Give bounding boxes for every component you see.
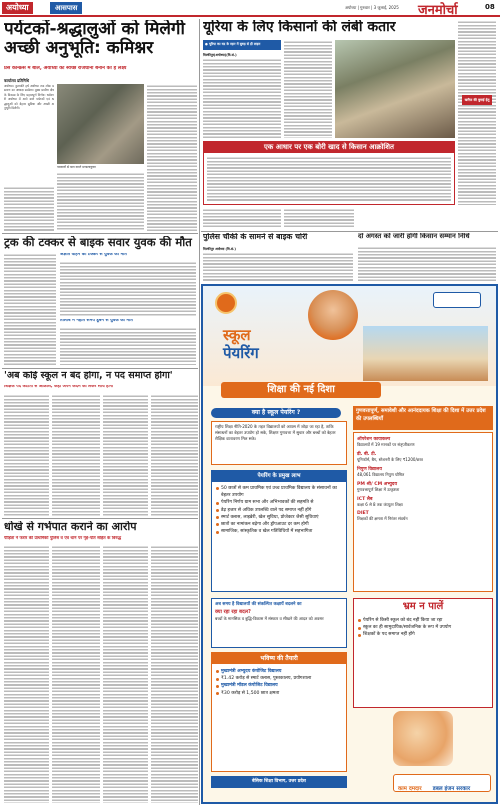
story6-body-col2 (52, 394, 100, 516)
ad-footer-left-title: अब समय है विद्यालयों की संकल्पित कक्षायें बदलने का (215, 602, 302, 607)
ad-achievement (357, 511, 489, 522)
story6-body-col3 (103, 394, 148, 516)
ad-portrait-image (308, 290, 358, 340)
story1-body-col3 (147, 84, 197, 231)
ad-feature-item: डेढ़ हजार से अधिक उपलब्धि वाले पद समाप्त नहीं होंगे (215, 507, 343, 514)
story1-photo-caption: पत्रकारों से बात करते मण्डलायुक्त (57, 165, 96, 169)
section-tag-secondary: आसपास (50, 2, 82, 14)
ad-achievements-list (353, 432, 493, 592)
ad-achievement-head: ICT लैब (357, 497, 373, 502)
ad-title-top: स्कूल (223, 326, 251, 344)
ad-achievement-head: PM श्री/ CM अभ्युदय (357, 482, 397, 487)
story2-body-col4 (203, 208, 281, 228)
ad-achievement (357, 436, 489, 448)
story4-headline: पुलिस चौकी के सामने से बाइक चोरी (203, 233, 308, 241)
ad-myth-title: भ्रम न पालें (402, 601, 444, 612)
story2-inset-label: खरीफ की बुवाई हेतु (462, 95, 492, 105)
page-number: 08 (485, 3, 495, 11)
story7-body-col4 (151, 545, 198, 803)
ad-future-item: मुख्यमंत्री अभ्युदय कंपोजिट विद्यालय (215, 668, 343, 675)
ad-children-illustration (393, 711, 453, 766)
ad-achievement-text: यूनिफॉर्म, बैग, स्टेशनरी के लिए ₹1200/छात्र (357, 457, 423, 462)
ad-achievement-text: 48,061 विद्यालय निपुण घोषित (357, 472, 405, 477)
story1-body-col1 (4, 186, 54, 231)
story1-headline: पर्यटकों-श्रद्धालुओं को मिलेगी अच्छी अनुभूति: कमिश्नर (4, 20, 185, 58)
story1-lead: अयोध्या। कुलपति हर्ष अयोध्या तक लोक प्रसारण का अध्यक्ष सम्मेलन मुख्य ग्रामीण क्षेत्र के विकास के लिए महत्वपूर्ण निर्णय। धर्मनगरी अयोध्या में आने वाले पर्यटकों एवं श्रद्धालुओं को बेहतर सुविधा और अच्छी अनुभूति मिलेगी। (4, 84, 54, 111)
ad-badge (393, 774, 491, 792)
ad-future-item: मुख्यमंत्री मॉडल कंपोजिट विद्यालय (215, 682, 343, 689)
ad-feature-item: सामाजिक, सांस्कृतिक व खेल गतिविधियों में सहभागिता (215, 528, 343, 535)
story6-body-col1 (4, 394, 49, 516)
ad-bottom-note: बेसिक शिक्षा विभाग, उत्तर प्रदेश (211, 776, 347, 788)
ad-question-heading: क्या है स्कूल पेयरिंग ? (211, 408, 341, 418)
newspaper-brand: जनमोर्चा (418, 3, 458, 18)
ad-achievement-head: डी. बी. टी. (357, 452, 377, 457)
story7-body-col3 (103, 545, 148, 803)
story4-byline: मिल्कीपुर अयोध्या (वि.सं.) (203, 247, 236, 251)
ad-myth-box (353, 598, 493, 708)
ad-achievement (357, 481, 489, 493)
ad-feature-item: पेयरिंग निर्णय ग्राम सभा और अभिभावकों की सहमति से (215, 499, 343, 506)
story2-photo (335, 40, 455, 138)
ad-title: पेयरिंग (223, 344, 259, 362)
ad-emblem-icon (215, 292, 237, 314)
ad-feature-item: 50 छात्रों से कम प्राथमिक एवं उच्च प्राथमिक विद्यालय के संसाधनों का बेहतर उपयोग (215, 485, 343, 499)
ad-right-title: गुणवत्तापूर्ण, समावेशी और आनंददायक शिक्षा की दिशा में उत्तर प्रदेश की उपलब्धियाँ (353, 406, 493, 430)
ad-future-item: ₹30 करोड़ से 1,500 छात्र क्षमता (215, 690, 343, 697)
ad-future-title: भविष्य की तैयारी (212, 653, 346, 664)
ad-school-image (363, 326, 488, 381)
ad-features-title: पेयरिंग के प्रमुख लाभ (212, 471, 346, 482)
section-tag: अयोध्या (2, 2, 33, 14)
story5-headline: दो अगस्त को जारी होगी किसान सम्मान निधि (358, 233, 470, 240)
story1-subhead: प्रेस कॉन्फ्रेंस में बोले, अयोध्या को स्वच्छ राजधानी बनाने का है लक्ष्य (4, 66, 127, 71)
story7-body-col1 (4, 545, 49, 803)
ad-achievement (357, 451, 489, 463)
story2-byline: मिल्कीपुर(अयोध्या)(वि.सं.) (203, 53, 237, 57)
story1-byline: कार्यालय प्रतिनिधि (4, 78, 29, 83)
ad-banner: शिक्षा की नई दिशा (221, 382, 381, 398)
ad-logo-icon (433, 292, 481, 308)
ad-feature-item: स्मार्ट क्लास, लाइब्रेरी, खेल सुविधा, प्रोजेक्टर जैसी सुविधाएं (215, 514, 343, 521)
ad-achievement-head: DIET (357, 511, 369, 516)
story3-body-col1 (4, 253, 56, 365)
masthead (0, 0, 500, 17)
story3-body-col2 (60, 261, 196, 317)
ad-myth-item: पेयरिंग से किसी स्कूल को बंद नहीं किया जा रहा (357, 617, 489, 624)
story2-body-col2 (284, 40, 332, 138)
story2-body-col3 (458, 20, 496, 205)
ad-achievement-text: विद्यालयों में 19 मानकों पर संतृप्तीकरण (357, 442, 415, 447)
ad-footer-text: बच्चों के मानसिक व बुद्धि-विकास में संस्कार व सीखने की आदत को अवसर (215, 616, 324, 621)
ad-achievement (357, 496, 489, 508)
story2-headline: यूरिया के लिए किसानों की लंबी कतार (203, 20, 396, 35)
ad-badge-text: काम दमदार (398, 786, 422, 792)
story2-callout (203, 141, 455, 205)
story6-headline: 'अब कोई स्कूल न बंद होगा, न पद समाप्त होगा' (4, 371, 173, 381)
ad-myth-item: स्कूल का ही सामुदायिक/सार्वजनिक के रूप में उपयोग (357, 624, 489, 631)
ad-achievement-head: निपुण विद्यालय (357, 467, 382, 472)
ad-title-block (223, 326, 303, 382)
ad-achievement-text: गुणवत्तापूर्ण शिक्षा में उत्कृष्टता (357, 487, 400, 492)
ad-myth-item: शिक्षकों के पद समाप्त नहीं होंगे (357, 631, 489, 638)
story3-headline: ट्रक की टक्कर से बाइक सवार युवक की मौत (4, 236, 192, 249)
dateline: अयोध्या | गुरुवार | 3 जुलाई, 2025 (345, 5, 399, 10)
story2-body-col5 (284, 208, 354, 228)
story2-callout-title: एक आधार पर एक बोरी खाद से किसान आक्रोशित (204, 142, 454, 153)
story6-body-col4 (151, 394, 198, 516)
story6-subhead: शिक्षक पद कटौती से आक्रोश, कहा अपने कदम का लेकर सीधे होगा (4, 385, 114, 389)
story3-subhead: अज्ञात वाहन की टक्कर से युवक की मौत (60, 253, 127, 257)
story1-photo (57, 84, 144, 164)
ad-achievement (357, 466, 489, 478)
ad-features-box (211, 470, 347, 592)
ad-footer-question: क्या रहा रहा बदल? (215, 609, 251, 615)
story3-subhead2: तालाब में नहाते समय डूबने से युवक की मौत (60, 319, 133, 323)
ad-achievement-text: शिक्षकों की क्षमता में निरंतर संवर्धन (357, 516, 408, 521)
ad-achievement-head: ऑपरेशन कायाकल्प (357, 437, 391, 442)
ad-footer-left (211, 598, 347, 648)
story4-body (203, 252, 353, 282)
story7-body-col2 (52, 545, 100, 803)
story1-body-col2 (57, 172, 144, 231)
ad-achievement-text: कक्षा 6 से 8 तक कंप्यूटर शिक्षा (357, 502, 403, 507)
ad-future-box (211, 652, 347, 772)
ad-question-text: राष्ट्रीय शिक्षा नीति-2020 के तहत विद्यालयों को आपस में जोड़ा जा रहा है, ताकि संसाधनों का बेहतर उपयोग हो सके, शिक्षण गुणवत्ता में सुधार और बच्चों को बेहतर शैक्षिक वातावरण मिल सके। (211, 421, 347, 465)
story7-subhead: पीड़िता ने फरार की प्राथमिकी पुलिस व एवं थाने पर गृहे-पति सहित के विरुद्ध (4, 536, 122, 540)
story5-body (358, 246, 496, 282)
school-pairing-advertisement (201, 284, 498, 804)
story7-headline: धोखे से गर्भपात कराने का आरोप (4, 521, 137, 533)
ad-future-item: ₹1.42 करोड़ से स्मार्ट क्लास, पुस्तकालय, प्रयोगशाला (215, 675, 343, 682)
ad-feature-item: छात्रों का नामांकन बढ़ेगा और ड्रॉपआउट दर कम होगी (215, 521, 343, 528)
story3-body-col3 (60, 327, 196, 365)
story2-callout-body (207, 156, 451, 202)
story2-tag: ● यूरिया का रुद्र के रहार में सुबह से ही लाइन (203, 40, 281, 50)
story2-body-col1 (203, 58, 281, 138)
ad-badge-text-2: डबल इंजन सरकार (432, 786, 471, 792)
